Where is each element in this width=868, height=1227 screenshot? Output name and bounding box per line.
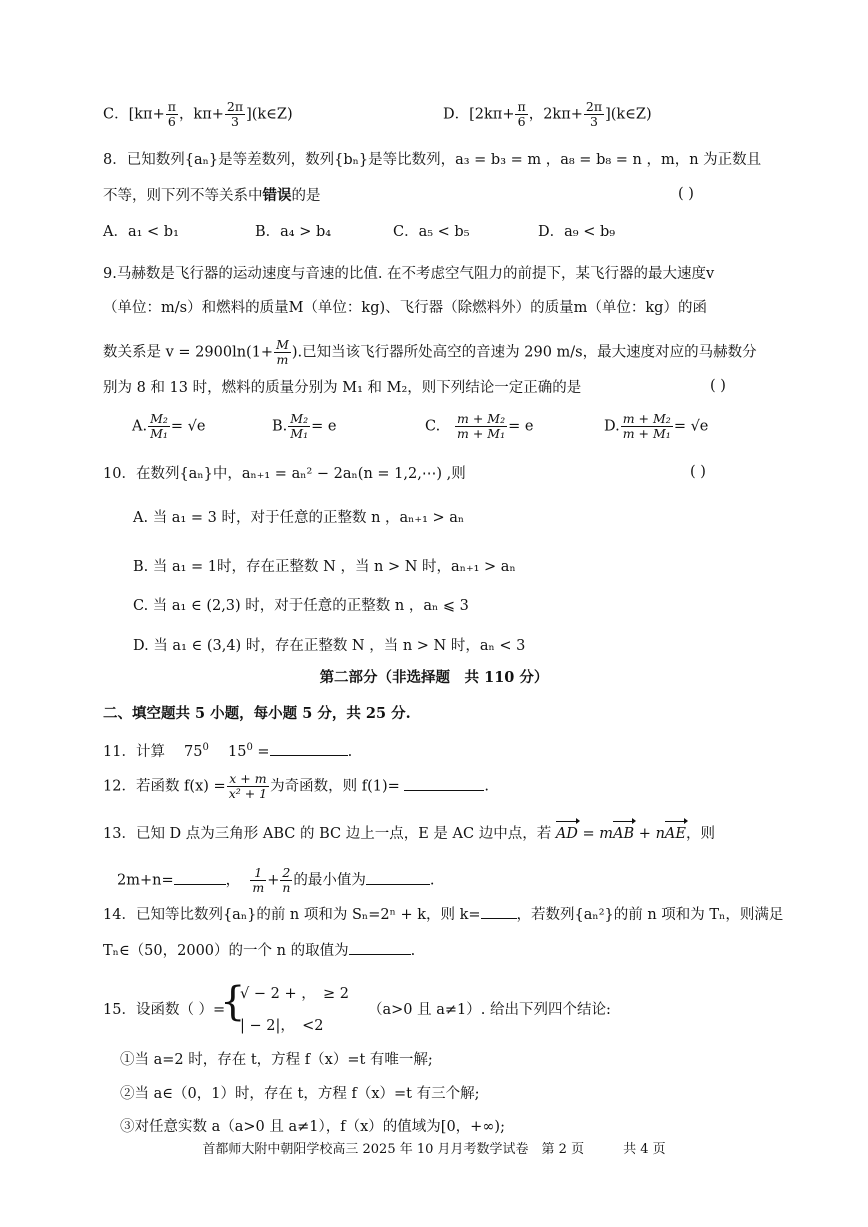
- q13-answer-blank-1[interactable]: [174, 870, 226, 885]
- piecewise-brace-icon: {: [220, 979, 246, 1025]
- q13-stem-line1: 13．已知 D 点为三角形 ABC 的 BC 边上一点，E 是 AC 边中点，若 AD = mAB + nAE，则: [103, 826, 715, 842]
- q8-option-b: B．a₄ > b₄: [255, 224, 332, 240]
- q15-case-2: | − 2|， <2: [240, 1018, 324, 1034]
- q13-stem-line2: 2m+n= ， $\frac{1}{m}$ + $\frac{2}{n}$ 的最小值为 .: [117, 865, 435, 895]
- q8-option-a: A．a₁ < b₁: [103, 224, 179, 240]
- q9-option-a: A. $\frac{\text{M₂}}{\text{M₁}}$ = √e: [132, 411, 206, 441]
- q11-answer-blank[interactable]: [270, 741, 348, 756]
- q12-answer-blank[interactable]: [404, 776, 484, 791]
- q8-stem-line1: 8．已知数列{aₙ}是等差数列，数列{bₙ}是等比数列，a₃ = b₃ = m ，a₈ = b₈ = n ，m，n 为正数且: [103, 152, 762, 168]
- q15-condition: （a>0 且 a≠1）. 给出下列四个结论:: [368, 1002, 611, 1018]
- q13-answer-blank-2[interactable]: [366, 870, 430, 885]
- q11-stem: 11．计算 $75^0$ $15^0$ = .: [103, 742, 353, 760]
- q9-stem-line4: 别为 8 和 13 时，燃料的质量分别为 M₁ 和 M₂，则下列结论一定正确的是: [103, 380, 582, 396]
- q15-conclusion-1: ①当 a=2 时，存在 t，方程 f（x）=t 有唯一解;: [120, 1052, 433, 1068]
- q8-stem-line2: 不等，则下列不等关系中错误的是: [103, 187, 321, 204]
- q9-stem-line1: 9.马赫数是飞行器的运动速度与音速的比值. 在不考虑空气阻力的前提下，某飞行器的最大速度v: [103, 266, 715, 282]
- q9-stem-line2: （单位：m/s）和燃料的质量M（单位：kg)、飞行器（除燃料外）的质量m（单位：kg）的函: [103, 300, 707, 316]
- q15-conclusion-3: ③对任意实数 a（a>0 且 a≠1），f（x）的值域为[0，+∞);: [120, 1119, 505, 1135]
- q8-answer-paren: ( ): [678, 186, 694, 202]
- q8-option-c: C．a₅ < b₅: [393, 224, 470, 240]
- q14-answer-blank-2[interactable]: [349, 940, 411, 955]
- q10-option-d: D. 当 a₁ ∈ (3,4) 时，存在正整数 N ，当 n > N 时，aₙ < 3: [133, 638, 526, 654]
- q10-option-a: A. 当 a₁ = 3 时，对于任意的正整数 n ，aₙ₊₁ > aₙ: [133, 510, 465, 526]
- q9-answer-paren: ( ): [710, 378, 726, 394]
- q9-option-c: C. $\frac{\text{m + M₂}}{\text{m + M₁}}$ = e: [425, 411, 534, 441]
- page-footer: 首都师大附中朝阳学校高三 2025 年 10 月月考数学试卷 第 2 页 共 4 页: [202, 1142, 666, 1157]
- q7-option-c: C．[kπ+ $\frac{\pi}{6}$ ，kπ+ $\frac{2\pi}{3}$ ](k∈Z): [103, 99, 293, 129]
- q8-option-d: D．a₉ < b₉: [538, 224, 616, 240]
- section2-title: 二、填空题共 5 小题，每小题 5 分，共 25 分.: [103, 705, 411, 722]
- q10-option-b: B. 当 a₁ = 1时，存在正整数 N ，当 n > N 时，aₙ₊₁ > aₙ: [133, 559, 516, 575]
- q14-answer-blank-1[interactable]: [481, 904, 517, 919]
- q9-option-b: B. $\frac{\text{M₂}}{\text{M₁}}$ = e: [272, 411, 337, 441]
- q15-case-1: √ − 2 + ， ≥ 2: [240, 986, 349, 1002]
- q14-stem-line2: Tₙ∈（50，2000）的一个 n 的取值为 .: [103, 940, 415, 961]
- q15-conclusion-2: ②当 a∈（0，1）时，存在 t，方程 f（x）=t 有三个解;: [120, 1086, 480, 1102]
- q14-stem-line1: 14．已知等比数列{aₙ}的前 n 项和为 Sₙ=2ⁿ + k，则 k= ，若数列{aₙ²}的前 n 项和为 Tₙ，则满足: [103, 904, 783, 925]
- q9-stem-line3: 数关系是 v = 2900ln(1+ $\frac{M}{m}$ ).已知当该飞行器所处高空的音速为 290 m/s，最大速度对应的马赫数分: [103, 337, 757, 367]
- q7-option-d: D．[2kπ+ $\frac{\pi}{6}$ ，2kπ+ $\frac{2\pi}{3}$ ](k∈Z): [443, 99, 652, 129]
- q10-stem: 10．在数列{aₙ}中，aₙ₊₁ = aₙ² − 2aₙ(n = 1,2,⋯) ,则: [103, 466, 466, 482]
- q15-lead: 15．设函数（ ）=: [103, 1002, 226, 1018]
- part2-title: 第二部分（非选择题 共 110 分）: [319, 669, 549, 686]
- q12-stem: 12．若函数 f(x) = $\frac{x + m}{\text{x² + 1}}$ 为奇函数，则 f(1)= .: [103, 771, 490, 801]
- q9-option-d: D. $\frac{\text{m + M₂}}{\text{m + M₁}}$ = √e: [604, 411, 709, 441]
- q10-answer-paren: ( ): [690, 464, 706, 480]
- q10-option-c: C. 当 a₁ ∈ (2,3) 时，对于任意的正整数 n ，aₙ ⩽ 3: [133, 598, 469, 614]
